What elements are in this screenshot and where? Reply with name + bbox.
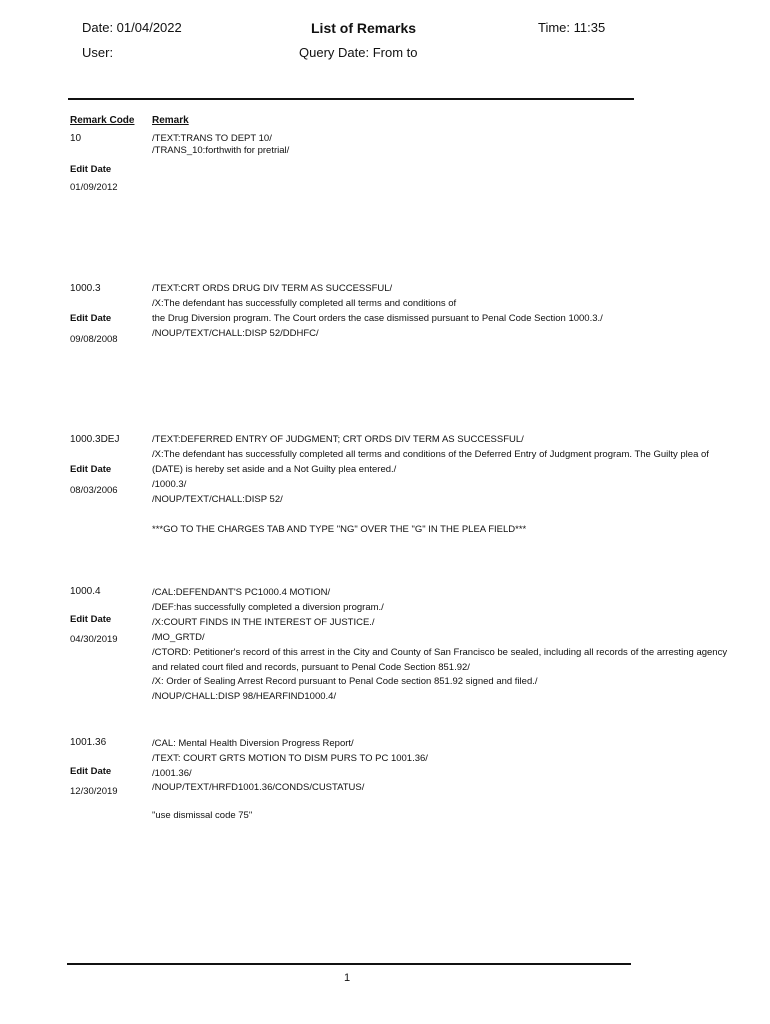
remark-text xyxy=(152,283,603,340)
remark-line: /CAL:DEFENDANT'S PC1000.4 MOTION/ xyxy=(152,587,331,598)
remark-line: /TEXT:TRANS TO DEPT 10/ xyxy=(152,133,272,144)
header-divider xyxy=(68,98,634,100)
remark-code: 10 xyxy=(70,133,82,144)
remark-line: /X:COURT FINDS IN THE INTEREST OF JUSTICE./ xyxy=(152,616,375,628)
remark-line: (DATE) is hereby set aside and a Not Guilty plea entered./ xyxy=(152,464,397,475)
remark-note: "use dismissal code 75" xyxy=(152,810,253,821)
edit-date-label: Edit Date xyxy=(70,766,112,777)
edit-date-label: Edit Date xyxy=(70,614,112,625)
remark-code: 1001.36 xyxy=(70,737,107,748)
remark-note: ***GO TO THE CHARGES TAB AND TYPE "NG" OVER THE "G" IN THE PLEA FIELD*** xyxy=(152,524,527,535)
remark-code: 1000.4 xyxy=(70,586,101,597)
remark-line: /X: Order of Sealing Arrest Record pursuant to Penal Code section 851.92 signed and filed./ xyxy=(152,676,538,688)
remark-line: and related court filed and records, pursuant to Penal Code Section 851.92/ xyxy=(152,661,470,673)
remark-line: /TEXT: COURT GRTS MOTION TO DISM PURS TO PC 1001.36/ xyxy=(152,752,428,764)
remark-line: /1001.36/ xyxy=(152,767,192,779)
column-header-remark-code: Remark Code xyxy=(70,115,135,126)
remark-text xyxy=(152,434,709,506)
remark-line: /CAL: Mental Health Diversion Progress Report/ xyxy=(152,738,354,749)
remark-text xyxy=(152,133,289,157)
remark-code: 1000.3 xyxy=(70,283,101,294)
edit-date-value: 12/30/2019 xyxy=(70,786,118,797)
edit-date-label: Edit Date xyxy=(70,464,112,475)
remark-line: /X:The defendant has successfully completed all terms and conditions of the Deferred Entry of Judgment program. The Guilty plea of xyxy=(152,449,709,460)
query-date: Query Date: From to xyxy=(299,45,418,60)
remark-line: /TEXT:DEFERRED ENTRY OF JUDGMENT; CRT ORDS DIV TERM AS SUCCESSFUL/ xyxy=(152,434,524,445)
remark-line: /NOUP/CHALL:DISP 98/HEARFIND1000.4/ xyxy=(152,691,337,703)
report-date: Date: 01/04/2022 xyxy=(82,20,182,35)
remark-line: /NOUP/TEXT/CHALL:DISP 52/DDHFC/ xyxy=(152,328,319,339)
remark-line: the Drug Diversion program. The Court orders the case dismissed pursuant to Penal Code Section 1000.3./ xyxy=(152,313,603,324)
remark-text xyxy=(152,737,428,796)
remark-line: /TEXT:CRT ORDS DRUG DIV TERM AS SUCCESSFUL/ xyxy=(152,283,393,294)
remark-line: /1000.3/ xyxy=(152,479,187,490)
edit-date-label: Edit Date xyxy=(70,313,112,324)
report-user: User: xyxy=(82,45,114,60)
remark-line: /NOUP/TEXT/HRFD1001.36/CONDS/CUSTATUS/ xyxy=(152,782,365,794)
edit-date-value: 04/30/2019 xyxy=(70,634,118,645)
remark-line: /X:The defendant has successfully completed all terms and conditions of xyxy=(152,298,457,309)
footer-divider xyxy=(67,963,631,965)
remark-line: /CTORD: Petitioner's record of this arrest in the City and County of San Francisco be sealed, including all records of the arresting agency xyxy=(152,646,728,658)
report-time: Time: 11:35 xyxy=(538,20,606,35)
column-header-remark: Remark xyxy=(152,115,189,126)
remark-line: /DEF:has successfully completed a diversion program./ xyxy=(152,601,384,613)
page-title: List of Remarks xyxy=(311,20,417,36)
remark-line: /MO_GRTD/ xyxy=(152,631,205,643)
edit-date-value: 01/09/2012 xyxy=(70,182,118,193)
remark-code: 1000.3DEJ xyxy=(70,434,120,445)
remark-line: /NOUP/TEXT/CHALL:DISP 52/ xyxy=(152,494,283,505)
edit-date-value: 08/03/2006 xyxy=(70,485,118,496)
remark-text xyxy=(152,586,727,705)
edit-date-value: 09/08/2008 xyxy=(70,334,118,345)
remark-line: /TRANS_10:forthwith for pretrial/ xyxy=(152,145,290,156)
edit-date-label: Edit Date xyxy=(70,164,112,175)
page-number: 1 xyxy=(344,972,351,984)
